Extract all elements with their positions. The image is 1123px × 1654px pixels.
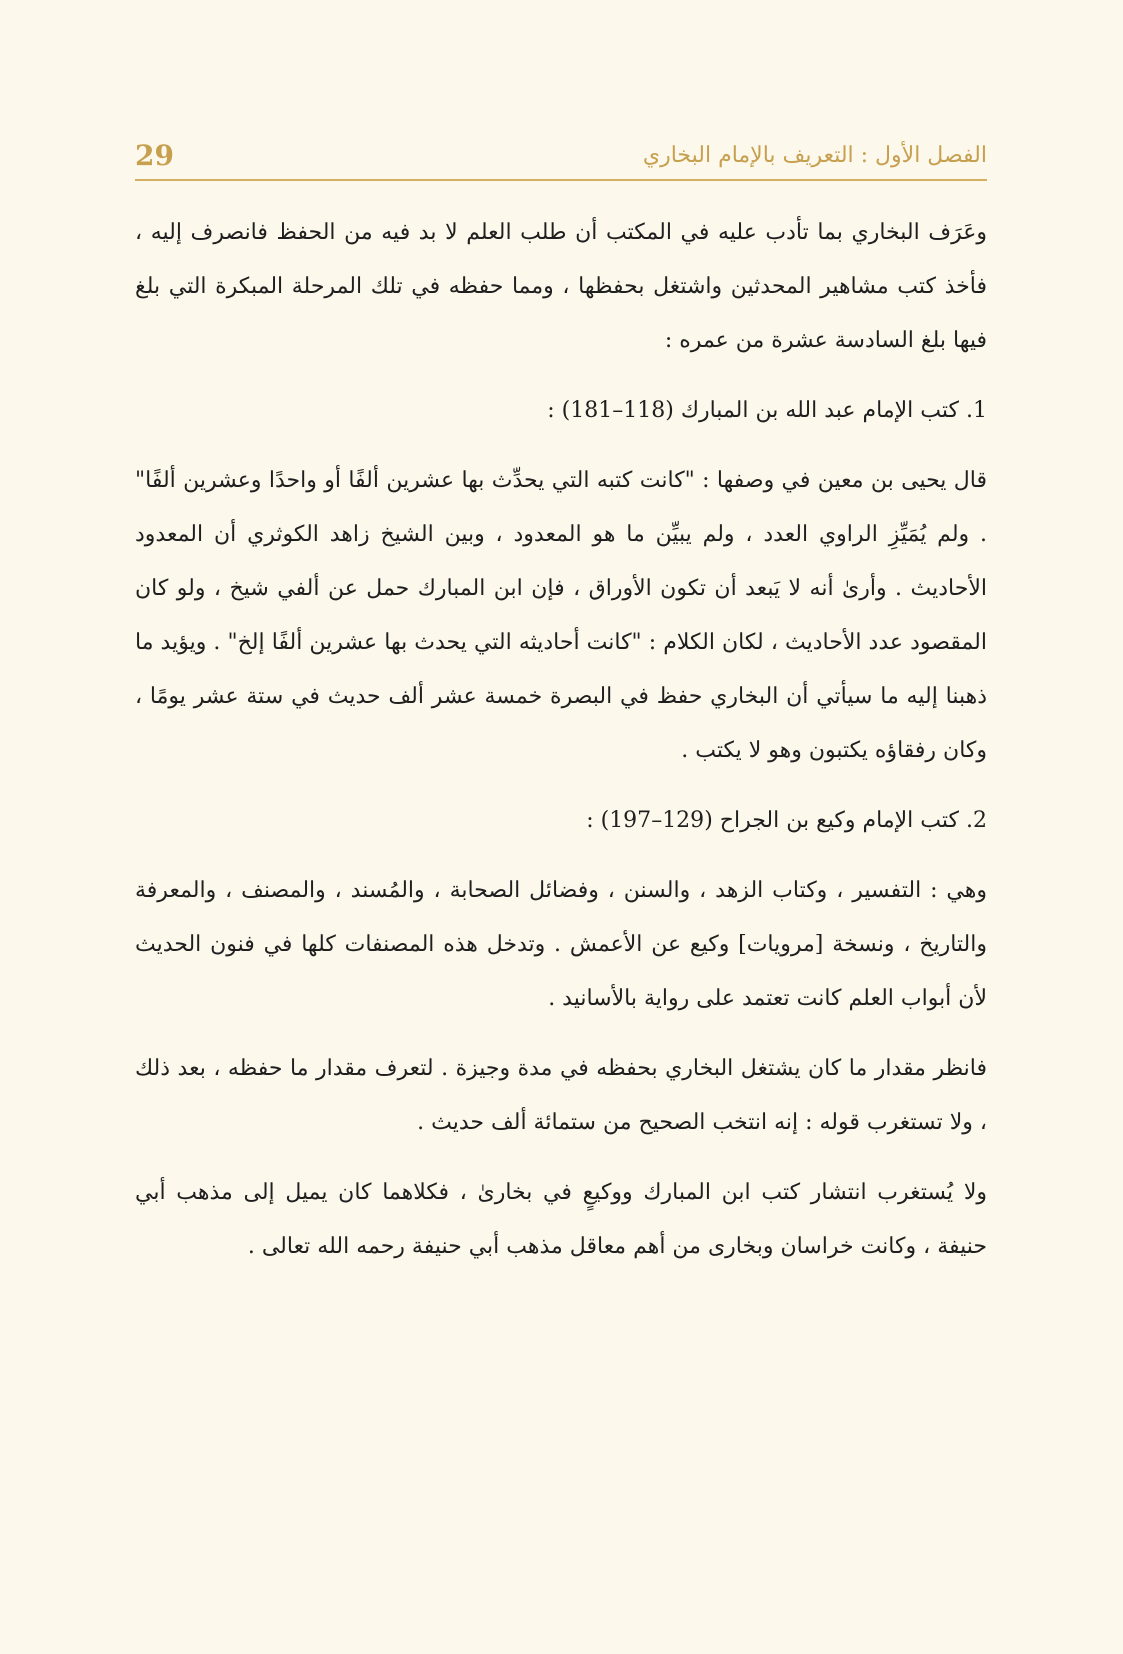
header-divider: [135, 179, 987, 181]
page-body: [135, 206, 987, 1290]
section-heading-wakee: 2. كتب الإمام وكيع بن الجراح (129–197) :: [586, 808, 987, 833]
paragraph-ibn-mubarak-books: قال يحيى بن معين في وصفها : "كانت كتبه التي يحدِّث بها عشرين ألفًا أو واحدًا وعشرين ألفًا" . ولم يُمَيِّزِ الراوي العدد ، ولم يبيِّن ما هو المعدود ، وبين الشيخ زاهد الكوثري أن المعدود الأحاديث . وأرىٰ أنه لا يَبعد أن تكون الأوراق ، فإن ابن المبارك حمل عن ألفي شيخ ، ولو كان المقصود عدد الأحاديث ، لكان الكلام : "كانت أحاديثه التي يحدث بها عشرين ألفًا إلخ" . ويؤيد ما ذهبنا إليه ما سيأتي أن البخاري حفظ في البصرة خمسة عشر ألف حديث في ستة عشر يومًا ، وكان رفقاؤه يكتبون وهو لا يكتب .: [135, 468, 987, 763]
paragraph-memorization: فانظر مقدار ما كان يشتغل البخاري بحفظه في مدة وجيزة . لتعرف مقدار ما حفظه ، بعد ذلك ، ولا تستغرب قوله : إنه انتخب الصحيح من ستمائة ألف حديث .: [135, 1056, 987, 1135]
paragraph-wakee-books: وهي : التفسير ، وكتاب الزهد ، والسنن ، وفضائل الصحابة ، والمُسند ، والمصنف ، والمعرفة والتاريخ ، ونسخة [مرويات] وكيع عن الأعمش . وتدخل هذه المصنفات كلها في فنون الحديث لأن أبواب العلم كانت تعتمد على رواية بالأسانيد .: [135, 878, 987, 1011]
section-heading-ibn-mubarak: 1. كتب الإمام عبد الله بن المبارك (118–181) :: [547, 398, 987, 423]
chapter-title: الفصل الأول : التعريف بالإمام البخاري: [642, 143, 987, 168]
paragraph-spread-of-books: ولا يُستغرب انتشار كتب ابن المبارك ووكيعٍ في بخارىٰ ، فكلاهما كان يميل إلى مذهب أبي حنيفة ، وكانت خراسان وبخارى من أهم معاقل مذهب أبي حنيفة رحمه الله تعالى .: [135, 1180, 987, 1259]
page-number: 29: [135, 139, 174, 172]
paragraph-intro: وعَرَف البخاري بما تأدب عليه في المكتب أن طلب العلم لا بد فيه من الحفظ فانصرف إليه ، فأخذ كتب مشاهير المحدثين واشتغل بحفظها ، ومما حفظه في تلك المرحلة المبكرة التي بلغ فيها بلغ السادسة عشرة من عمره :: [135, 220, 987, 353]
page-header: [135, 138, 987, 180]
